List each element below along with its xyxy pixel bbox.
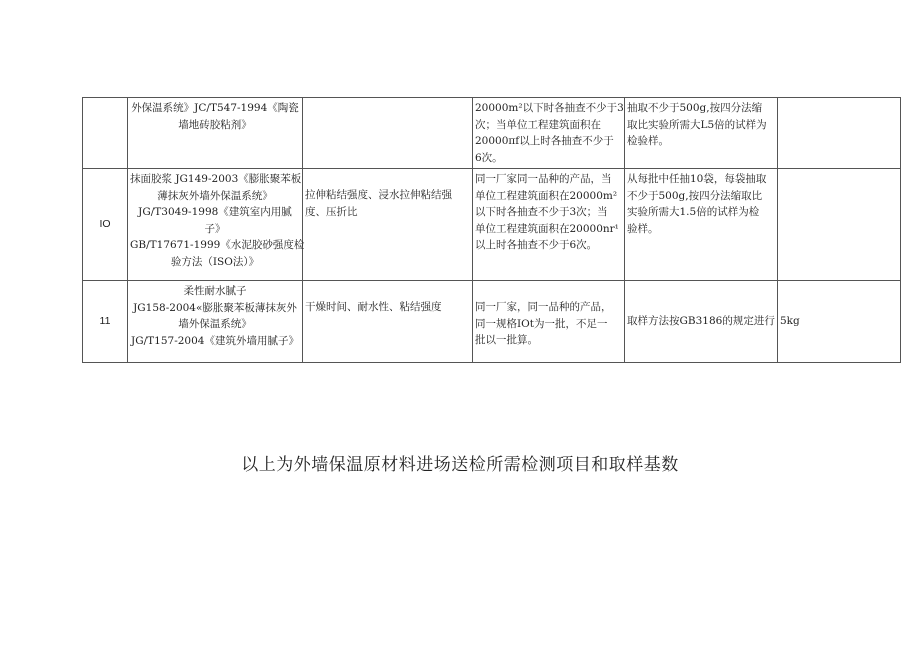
sampling-line: 验样。 — [627, 222, 659, 235]
batch-line: 单位工程建筑面积在20000nr¹ — [475, 222, 619, 235]
sample-quantity-cell: 5kg — [778, 281, 901, 363]
sampling-method-cell — [625, 169, 778, 281]
batch-rule-cell — [473, 169, 625, 281]
batch-line: 单位工程建筑面积在20000m² — [475, 189, 618, 202]
table-row — [83, 169, 901, 281]
standard-line: 子》 — [204, 222, 226, 235]
sampling-line: 从每批中任抽10袋，每袋抽取 — [627, 173, 767, 185]
standard-cell — [128, 169, 303, 281]
standard-line: JG/T157-2004《建筑外墙用腻子》 — [131, 334, 299, 347]
test-items-cell — [303, 281, 473, 363]
sampling-method-cell — [625, 98, 778, 169]
standard-line: 验方法（ISO法）》 — [170, 255, 260, 268]
inspection-table — [82, 97, 901, 363]
batch-rule-cell — [473, 281, 625, 363]
batch-line: 20000m²以下时各抽查不少于3 — [475, 102, 624, 114]
standard-line: JG158-2004«膨胀聚苯板薄抹灰外 — [133, 301, 297, 314]
batch-line: 批以一批算。 — [475, 334, 538, 346]
test-items-cell — [303, 98, 473, 169]
standard-line: GB/T17671-1999《水泥胶砂强度检 — [130, 239, 305, 251]
test-items-cell — [303, 169, 473, 281]
standard-cell — [128, 98, 303, 169]
standard-line: JG/T3049-1998《建筑室内用腻 — [138, 206, 292, 218]
sample-quantity-cell — [778, 169, 901, 281]
test-items-line: 度、压折比 — [305, 205, 358, 218]
row-number — [83, 98, 128, 169]
batch-line: 20000πf以上时各抽查不少于 — [475, 135, 614, 147]
batch-rule-cell — [473, 98, 625, 169]
sampling-line: 检验样。 — [627, 135, 669, 147]
test-items-line: 拉伸粘结强度、浸水拉伸粘结强 — [305, 189, 452, 201]
sample-quantity-cell — [778, 98, 901, 169]
table-row — [83, 98, 901, 169]
sampling-line: 实验所需大1.5倍的试样为检 — [627, 206, 760, 218]
batch-line: 以下时各抽查不少于3次；当 — [475, 206, 608, 218]
standard-cell — [128, 281, 303, 363]
summary-caption: 以上为外墙保温原材料进场送检所需检测项目和取样基数 — [241, 455, 679, 475]
batch-line: 次；当单位工程建筑面积在 — [475, 118, 601, 131]
sampling-line: 不少于500g,按四分法缩取比 — [627, 189, 763, 202]
table-row — [83, 281, 901, 363]
test-items-line: 干燥时间、耐水性、粘结强度 — [305, 301, 442, 313]
standard-line: 抹面胶浆 JG149-2003《膨胀聚苯板 — [130, 173, 302, 185]
standard-line: 薄抹灰外墙外保温系统》 — [157, 189, 273, 202]
batch-line: 同一规格IOt为一批，不足一 — [475, 317, 608, 330]
standard-line: 墙地砖胶粘剂》 — [178, 118, 252, 131]
standard-line: 柔性耐水腻子 — [183, 285, 247, 297]
batch-line: 同一厂家同一品种的产品，当 — [475, 173, 612, 185]
batch-line: 同一厂家，同一品种的产品， — [475, 301, 612, 313]
batch-line: 以上时各抽查不少于6次。 — [475, 239, 598, 251]
row-number: IO — [83, 169, 128, 281]
row-number: 11 — [83, 281, 128, 363]
sampling-line: 取样方法按GB3186的规定进行 — [627, 315, 775, 328]
standard-line: 外保温系统》JC/T547-1994《陶瓷 — [131, 102, 299, 114]
sampling-method-cell — [625, 281, 778, 363]
sampling-line: 抽取不少于500g,按四分法缩 — [627, 102, 763, 114]
sampling-line: 取比实验所需大L5倍的试样为 — [627, 118, 767, 131]
batch-line: 6次。 — [475, 151, 503, 164]
standard-line: 墙外保温系统》 — [178, 318, 252, 330]
